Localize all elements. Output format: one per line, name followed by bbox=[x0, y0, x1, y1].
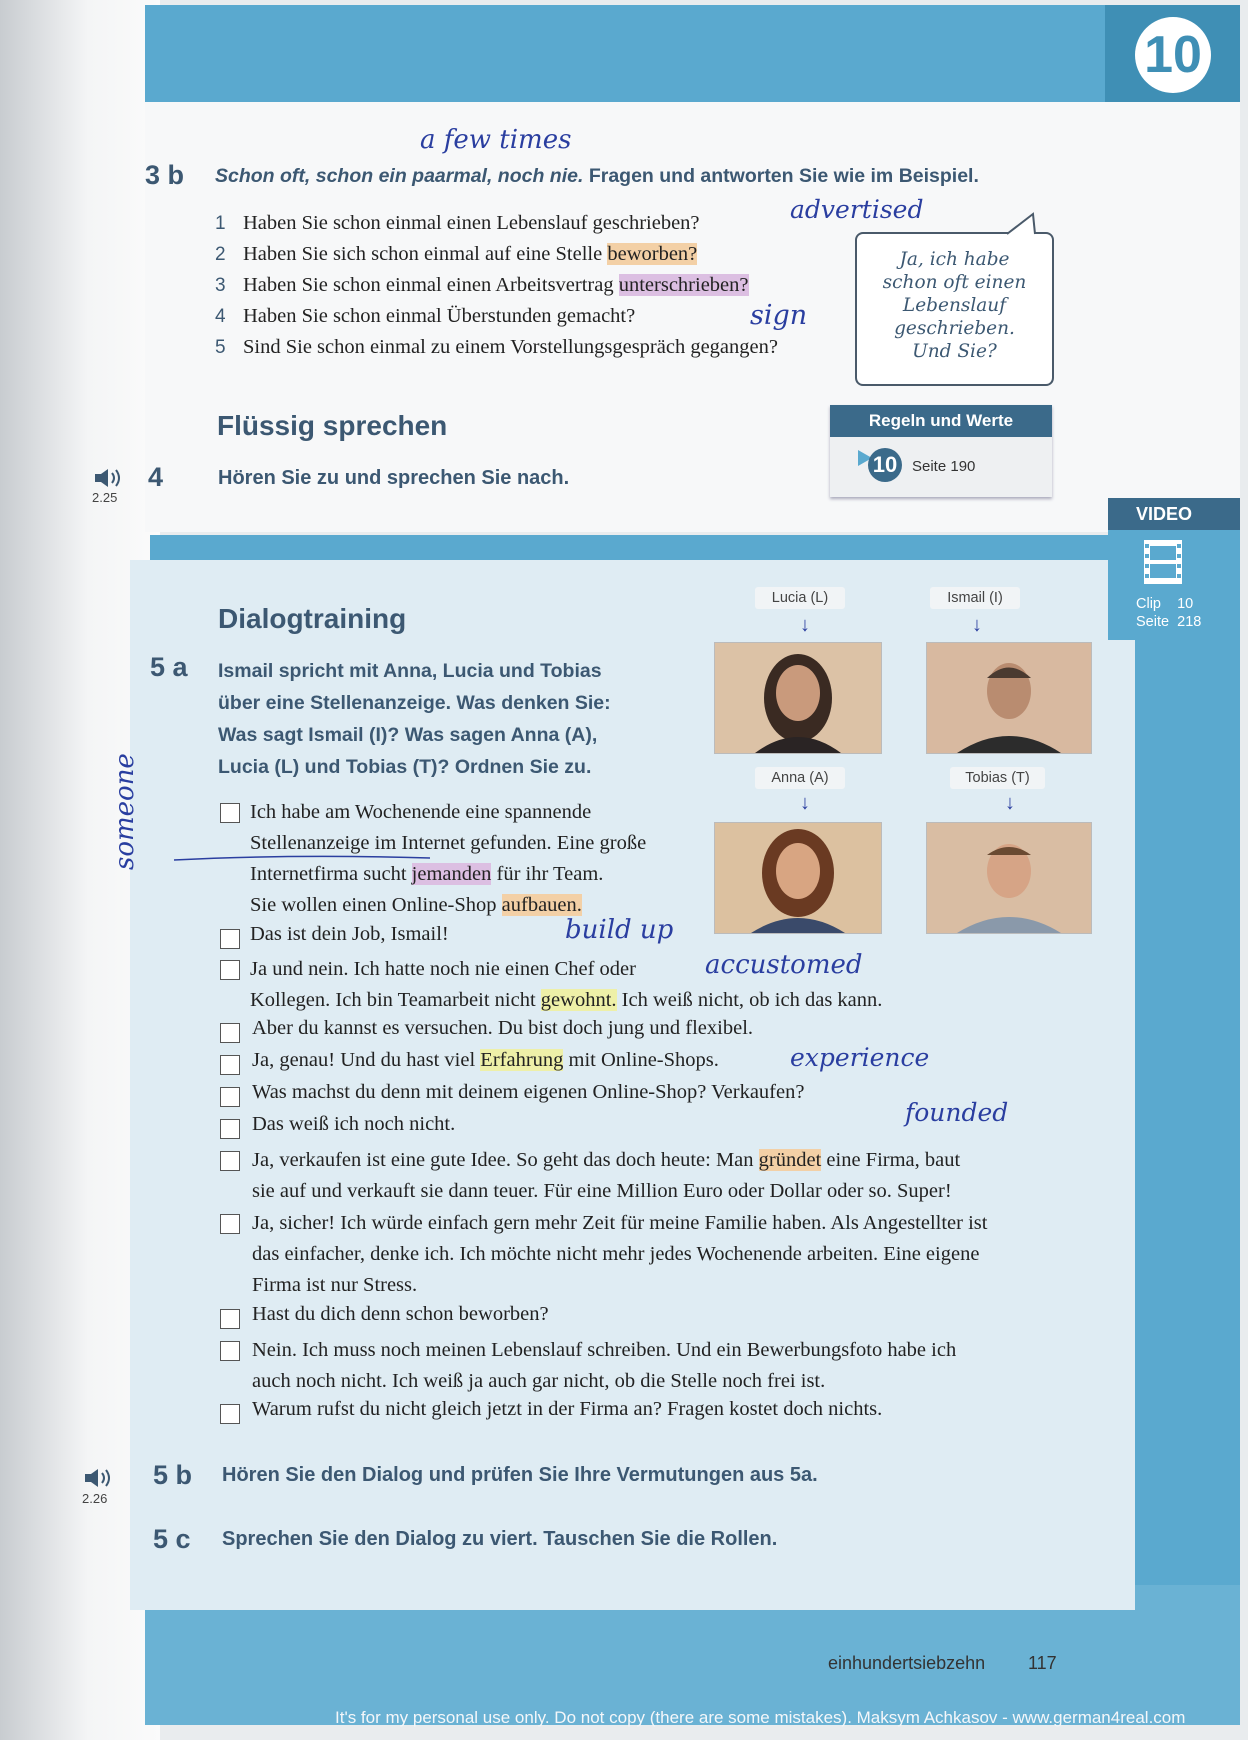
bubble-line: geschrieben. bbox=[894, 318, 1015, 339]
handnote-sign: sign bbox=[750, 300, 808, 331]
dialog-item-7: Das weiß ich noch nicht. bbox=[252, 1113, 456, 1135]
highlight-gewohnt: gewohnt. bbox=[540, 989, 617, 1011]
handnote-founded: founded bbox=[905, 1098, 1009, 1127]
photo-anna bbox=[714, 822, 882, 934]
rules-number-badge: 10 bbox=[868, 448, 902, 482]
bubble-line: schon oft einen bbox=[882, 272, 1027, 293]
exercise-5a-number: 5 a bbox=[150, 652, 188, 682]
page-label: Seite bbox=[1136, 614, 1170, 630]
question-3 bbox=[215, 274, 749, 297]
question-5 bbox=[215, 336, 778, 359]
photo-lucia bbox=[714, 642, 882, 754]
question-text: Haben Sie sich schon einmal auf eine Stelle bbox=[243, 243, 608, 265]
checkbox-item-5[interactable] bbox=[220, 1055, 240, 1075]
checkbox-item-2[interactable] bbox=[220, 929, 240, 949]
exercise-5c-instruction: Sprechen Sie den Dialog zu viert. Tauschen Sie die Rollen. bbox=[222, 1528, 778, 1550]
question-number: 3 bbox=[215, 275, 226, 296]
text: Sie wollen einen Online-Shop bbox=[250, 894, 502, 916]
arrow-down-icon: ↓ bbox=[800, 614, 810, 636]
dialog-line: Nein. Ich muss noch meinen Lebenslauf schreiben. Und ein Bewerbungsfoto habe ich bbox=[252, 1339, 957, 1361]
arrow-down-icon: ↓ bbox=[1005, 792, 1015, 814]
video-clip-line bbox=[1136, 595, 1201, 613]
dialog-item-11 bbox=[252, 1335, 956, 1397]
instruction-rest: Fragen und antworten Sie wie im Beispiel. bbox=[588, 165, 979, 187]
text: eine Firma, baut bbox=[821, 1149, 961, 1171]
section-title-dialogtraining: Dialogtraining bbox=[218, 603, 407, 634]
video-page-line bbox=[1136, 613, 1201, 631]
handnote-build-up: build up bbox=[565, 915, 674, 945]
film-icon bbox=[1140, 538, 1186, 591]
label-anna: Anna (A) bbox=[755, 767, 845, 789]
handnote-someone: someone bbox=[110, 753, 140, 870]
handnote-a-few-times: a few times bbox=[420, 125, 572, 155]
bubble-text bbox=[857, 234, 1052, 363]
audio-icon[interactable] bbox=[93, 468, 123, 488]
exercise-4-instruction: Hören Sie zu und sprechen Sie nach. bbox=[218, 467, 570, 489]
handnote-accustomed: accustomed bbox=[705, 950, 863, 980]
clip-number: 10 bbox=[1177, 596, 1194, 612]
question-1 bbox=[215, 212, 700, 235]
checkbox-item-11[interactable] bbox=[220, 1341, 240, 1361]
question-text: Haben Sie schon einmal einen Lebenslauf geschrieben? bbox=[243, 212, 700, 234]
text: mit Online-Shops. bbox=[563, 1049, 719, 1071]
instruction-line: Was sagt Ismail (I)? Was sagen Anna (A), bbox=[218, 724, 598, 746]
page-number-word: einhundertsiebzehn bbox=[828, 1653, 986, 1673]
dialog-line: Ja und nein. Ich hatte noch nie einen Chef oder bbox=[250, 958, 636, 980]
label-ismail: Ismail (I) bbox=[930, 587, 1020, 609]
question-4 bbox=[215, 305, 635, 328]
exercise-5a-instruction bbox=[218, 655, 611, 783]
video-clip-info bbox=[1136, 595, 1201, 631]
audio-track: 2.25 bbox=[92, 490, 118, 505]
photo-tobias bbox=[926, 822, 1092, 934]
dialog-item-6: Was machst du denn mit deinem eigenen Online-Shop? Verkaufen? bbox=[252, 1081, 805, 1103]
dialog-item-10: Hast du dich denn schon beworben? bbox=[252, 1303, 549, 1325]
bubble-line: Und Sie? bbox=[912, 341, 997, 362]
highlight-gruendet: gründet bbox=[758, 1149, 822, 1171]
page-number: 218 bbox=[1177, 614, 1202, 630]
right-color-strip bbox=[1132, 540, 1240, 1680]
checkbox-item-3[interactable] bbox=[220, 960, 240, 980]
audio-icon[interactable] bbox=[83, 1468, 113, 1488]
instruction-italic: Schon oft, schon ein paarmal, noch nie. bbox=[215, 165, 584, 187]
checkbox-item-8[interactable] bbox=[220, 1151, 240, 1171]
copyright-note: It's for my personal use only. Do not copy (there are some mistakes). Maksym Achkasov - www.german4real.com bbox=[335, 1708, 1186, 1727]
instruction-line: über eine Stellenanzeige. Was denken Sie: bbox=[218, 692, 611, 714]
instruction-line: Lucia (L) und Tobias (T)? Ordnen Sie zu. bbox=[218, 756, 592, 778]
rules-title: Regeln und Werte bbox=[830, 405, 1052, 437]
audio-track: 2.26 bbox=[82, 1491, 108, 1506]
checkbox-item-9[interactable] bbox=[220, 1214, 240, 1234]
dialog-item-5 bbox=[252, 1049, 719, 1072]
checkbox-item-12[interactable] bbox=[220, 1404, 240, 1424]
exercise-5c-number: 5 c bbox=[153, 1524, 191, 1554]
highlight-unterschrieben: unterschrieben? bbox=[618, 274, 749, 296]
page-number: 117 bbox=[1028, 1653, 1057, 1673]
chapter-number: 10 bbox=[1135, 17, 1211, 93]
text: Kollegen. Ich bin Teamarbeit nicht bbox=[250, 989, 541, 1011]
label-lucia: Lucia (L) bbox=[755, 587, 845, 609]
checkbox-item-1[interactable] bbox=[220, 803, 240, 823]
text: Internetfirma sucht bbox=[250, 863, 412, 885]
clip-label: Clip bbox=[1136, 596, 1161, 612]
exercise-5b-number: 5 b bbox=[153, 1460, 193, 1490]
dialog-item-12: Warum rufst du nicht gleich jetzt in der Firma an? Fragen kostet doch nichts. bbox=[252, 1398, 883, 1420]
text: für ihr Team. bbox=[491, 863, 604, 885]
instruction-line: Ismail spricht mit Anna, Lucia und Tobias bbox=[218, 660, 602, 682]
dialog-line: Stellenanzeige im Internet gefunden. Eine große bbox=[250, 832, 647, 854]
dialog-item-2: Das ist dein Job, Ismail! bbox=[250, 923, 449, 945]
highlight-erfahrung: Erfahrung bbox=[480, 1049, 564, 1071]
exercise-5b-instruction: Hören Sie den Dialog und prüfen Sie Ihre Vermutungen aus 5a. bbox=[222, 1464, 818, 1486]
question-number: 4 bbox=[215, 306, 226, 327]
highlight-jemanden: jemanden bbox=[411, 863, 492, 885]
handnote-advertised: advertised bbox=[790, 195, 924, 224]
checkbox-item-4[interactable] bbox=[220, 1023, 240, 1043]
dialog-item-9 bbox=[252, 1208, 987, 1301]
dialog-line bbox=[250, 859, 646, 890]
dialog-line bbox=[252, 1145, 960, 1176]
question-number: 5 bbox=[215, 337, 226, 358]
question-number: 2 bbox=[215, 244, 226, 265]
label-tobias: Tobias (T) bbox=[950, 767, 1045, 789]
question-2 bbox=[215, 243, 697, 266]
checkbox-item-10[interactable] bbox=[220, 1309, 240, 1329]
checkbox-item-7[interactable] bbox=[220, 1119, 240, 1139]
exercise-4-number: 4 bbox=[148, 462, 164, 492]
dialog-line: sie auf und verkauft sie dann teuer. Für eine Million Euro oder Dollar oder so. Super! bbox=[252, 1180, 952, 1202]
dialog-item-1 bbox=[250, 797, 646, 921]
exercise-3b-instruction bbox=[215, 165, 979, 188]
dialog-item-4: Aber du kannst es versuchen. Du bist doch jung und flexibel. bbox=[252, 1017, 754, 1039]
highlight-aufbauen: aufbauen. bbox=[501, 894, 582, 916]
dialog-line: das einfacher, denke ich. Ich möchte nicht mehr jedes Wochenende arbeiten. Eine eigene bbox=[252, 1243, 980, 1265]
bubble-tail bbox=[1005, 212, 1045, 236]
rules-page[interactable]: Seite 190 bbox=[912, 458, 976, 475]
text: Ja, verkaufen ist eine gute Idee. So geht das doch heute: Man bbox=[252, 1149, 759, 1171]
dialog-line: auch noch nicht. Ich weiß ja auch gar nicht, ob die Stelle noch frei ist. bbox=[252, 1370, 826, 1392]
dialog-line: Firma ist nur Stress. bbox=[252, 1274, 418, 1296]
dialog-line bbox=[250, 985, 882, 1016]
dialog-line: Ja, sicher! Ich würde einfach gern mehr Zeit für meine Familie haben. Als Angestellter ist bbox=[252, 1212, 988, 1234]
dialog-line: Ich habe am Wochenende eine spannende bbox=[250, 801, 592, 823]
question-text: Sind Sie schon einmal zu einem Vorstellungsgespräch gegangen? bbox=[243, 336, 778, 358]
bubble-line: Ja, ich habe bbox=[899, 249, 1010, 270]
question-number: 1 bbox=[215, 213, 226, 234]
handnote-experience: experience bbox=[790, 1043, 930, 1072]
text: Ja, genau! Und du hast viel bbox=[252, 1049, 481, 1071]
section-title-fluessig: Flüssig sprechen bbox=[217, 410, 448, 441]
exercise-3b-number: 3 b bbox=[145, 160, 185, 190]
highlight-beworben: beworben? bbox=[607, 243, 698, 265]
dialog-item-8 bbox=[252, 1145, 960, 1207]
text: Ich weiß nicht, ob ich das kann. bbox=[616, 989, 883, 1011]
photo-ismail bbox=[926, 642, 1092, 754]
bubble-line: Lebenslauf bbox=[902, 295, 1007, 316]
video-title: VIDEO bbox=[1108, 498, 1240, 530]
arrow-down-icon: ↓ bbox=[972, 614, 982, 636]
question-text: Haben Sie schon einmal einen Arbeitsvertrag bbox=[243, 274, 619, 296]
top-color-band bbox=[145, 5, 1240, 105]
checkbox-item-6[interactable] bbox=[220, 1087, 240, 1107]
arrow-down-icon: ↓ bbox=[800, 792, 810, 814]
speech-bubble bbox=[855, 232, 1054, 386]
question-text: Haben Sie schon einmal Überstunden gemacht? bbox=[243, 305, 636, 327]
